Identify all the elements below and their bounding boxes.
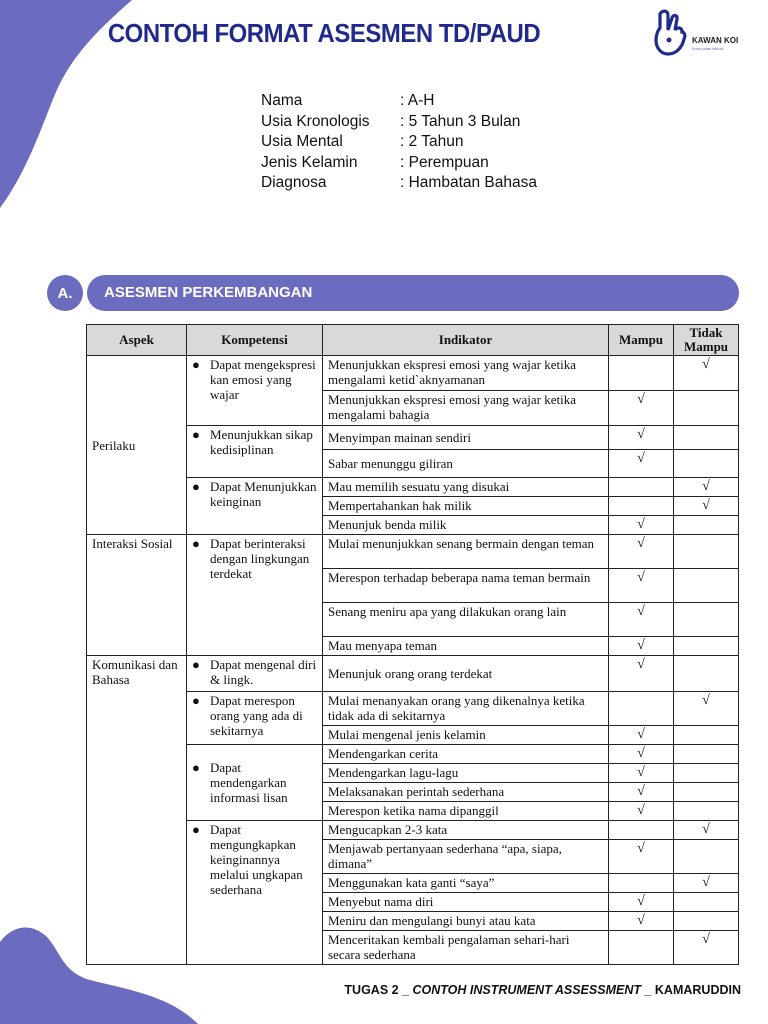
info-row — [261, 173, 537, 194]
mampu-check: √ — [609, 893, 674, 912]
page-title: CONTOH FORMAT ASESMEN TD/PAUD — [107, 18, 541, 48]
kompetensi-cell: ● Dapat berinteraksi dengan lingkungan terdekat — [187, 535, 323, 656]
indikator-cell: Mendengarkan cerita — [323, 745, 609, 764]
kompetensi-cell: ● Dapat mengenal diri & lingk. — [187, 656, 323, 692]
tidak-mampu-check — [674, 764, 739, 783]
indikator-cell: Menyebut nama diri — [323, 893, 609, 912]
tidak-mampu-check — [674, 637, 739, 656]
mampu-check: √ — [609, 516, 674, 535]
mampu-check: √ — [609, 450, 674, 478]
indikator-cell: Menjawab pertanyaan sederhana “apa, siapa, dimana” — [323, 840, 609, 874]
mampu-check — [609, 931, 674, 965]
tidak-mampu-check: √ — [674, 821, 739, 840]
tidak-mampu-check: √ — [674, 356, 739, 391]
mampu-check: √ — [609, 391, 674, 426]
footer-right: _ KAMARUDDIN — [641, 983, 741, 997]
tidak-mampu-check — [674, 840, 739, 874]
mampu-check: √ — [609, 603, 674, 637]
kompetensi-cell: ● Dapat mengungkapkan keinginannya melalui ungkapan sederhana — [187, 821, 323, 965]
mampu-check: √ — [609, 764, 674, 783]
mampu-check: √ — [609, 656, 674, 692]
student-info — [261, 91, 537, 194]
tidak-mampu-check — [674, 802, 739, 821]
logo-text: KAWAN KOI — [692, 36, 739, 45]
info-row — [261, 91, 537, 112]
mampu-check: √ — [609, 802, 674, 821]
info-value: : 2 Tahun — [400, 133, 464, 150]
info-row — [261, 112, 537, 133]
header-indikator: Indikator — [323, 325, 609, 356]
info-label: Usia Mental — [261, 133, 343, 150]
indikator-cell: Mempertahankan hak milik — [323, 497, 609, 516]
hand-logo-icon — [652, 8, 692, 60]
section-banner — [47, 275, 739, 311]
indikator-cell: Melaksanakan perintah sederhana — [323, 783, 609, 802]
tidak-mampu-check — [674, 745, 739, 764]
tidak-mampu-check — [674, 535, 739, 569]
indikator-cell: Mendengarkan lagu-lagu — [323, 764, 609, 783]
tidak-mampu-check — [674, 726, 739, 745]
info-label: Diagnosa — [261, 174, 327, 191]
info-value: : 5 Tahun 3 Bulan — [400, 112, 521, 130]
tidak-mampu-check — [674, 603, 739, 637]
footer-italic: CONTOH INSTRUMENT ASSESSMENT — [412, 983, 641, 997]
tidak-mampu-check — [674, 569, 739, 603]
kompetensi-cell: ● Menunjukkan sikap kedisiplinan — [187, 426, 323, 478]
indikator-cell: Mengucapkan 2-3 kata — [323, 821, 609, 840]
mampu-check: √ — [609, 569, 674, 603]
header-aspek: Aspek — [87, 325, 187, 356]
tidak-mampu-check: √ — [674, 692, 739, 726]
info-label: Usia Kronologis — [261, 112, 370, 130]
table-header-row — [87, 325, 739, 356]
section-title: ASESMEN PERKEMBANGAN — [104, 284, 313, 301]
indikator-cell: Merespon terhadap beberapa nama teman bermain — [323, 569, 609, 603]
info-row — [261, 153, 537, 174]
mampu-check: √ — [609, 637, 674, 656]
tidak-mampu-check — [674, 516, 739, 535]
mampu-check — [609, 692, 674, 726]
section-letter: A. — [47, 275, 83, 311]
page-footer — [344, 983, 741, 997]
mampu-check: √ — [609, 840, 674, 874]
header-tidak-mampu: Tidak Mampu — [674, 325, 739, 356]
aspek-cell: Perilaku — [87, 356, 187, 535]
mampu-check: √ — [609, 745, 674, 764]
mampu-check: √ — [609, 726, 674, 745]
tidak-mampu-check: √ — [674, 931, 739, 965]
info-value: : Perempuan — [400, 153, 489, 171]
indikator-cell: Menunjuk orang orang terdekat — [323, 656, 609, 692]
table-row — [87, 535, 739, 569]
footer-left: TUGAS 2 _ — [344, 983, 413, 997]
kompetensi-cell: ● Dapat Menunjukkan keinginan — [187, 478, 323, 535]
mampu-check: √ — [609, 426, 674, 450]
mampu-check — [609, 478, 674, 497]
kompetensi-cell: ● Dapat mendengarkan informasi lisan — [187, 745, 323, 821]
indikator-cell: Merespon ketika nama dipanggil — [323, 802, 609, 821]
tidak-mampu-check — [674, 783, 739, 802]
logo-subtext: Komunitas Inklusi — [692, 46, 724, 51]
kompetensi-cell: ● Dapat merespon orang yang ada di sekitarnya — [187, 692, 323, 745]
header-mampu: Mampu — [609, 325, 674, 356]
indikator-cell: Mulai menunjukkan senang bermain dengan teman — [323, 535, 609, 569]
indikator-cell: Mau memilih sesuatu yang disukai — [323, 478, 609, 497]
aspek-cell: Komunikasi dan Bahasa — [87, 656, 187, 965]
table-row — [87, 356, 739, 391]
tidak-mampu-check: √ — [674, 478, 739, 497]
kompetensi-cell: ● Dapat mengekspresi kan emosi yang wajar — [187, 356, 323, 426]
assessment-table — [86, 324, 739, 965]
mampu-check: √ — [609, 535, 674, 569]
indikator-cell: Mulai mengenal jenis kelamin — [323, 726, 609, 745]
indikator-cell: Menyimpan mainan sendiri — [323, 426, 609, 450]
tidak-mampu-check — [674, 656, 739, 692]
indikator-cell: Mulai menanyakan orang yang dikenalnya ketika tidak ada di sekitarnya — [323, 692, 609, 726]
info-label: Jenis Kelamin — [261, 153, 358, 171]
mampu-check: √ — [609, 783, 674, 802]
mampu-check — [609, 821, 674, 840]
header-kompetensi: Kompetensi — [187, 325, 323, 356]
aspek-cell: Interaksi Sosial — [87, 535, 187, 656]
tidak-mampu-check — [674, 391, 739, 426]
indikator-cell: Menceritakan kembali pengalaman sehari-hari secara sederhana — [323, 931, 609, 965]
mampu-check: √ — [609, 912, 674, 931]
tidak-mampu-check — [674, 426, 739, 450]
tidak-mampu-check — [674, 912, 739, 931]
indikator-cell: Mau menyapa teman — [323, 637, 609, 656]
indikator-cell: Senang meniru apa yang dilakukan orang lain — [323, 603, 609, 637]
tidak-mampu-check: √ — [674, 874, 739, 893]
info-row — [261, 132, 537, 153]
info-value: : A-H — [400, 92, 435, 109]
logo — [650, 8, 760, 60]
tidak-mampu-check — [674, 893, 739, 912]
indikator-cell: Menunjuk benda milik — [323, 516, 609, 535]
info-value: : Hambatan Bahasa — [400, 174, 538, 191]
indikator-cell: Sabar menunggu giliran — [323, 450, 609, 478]
indikator-cell: Menggunakan kata ganti “saya” — [323, 874, 609, 893]
table-row — [87, 656, 739, 692]
mampu-check — [609, 497, 674, 516]
tidak-mampu-check: √ — [674, 497, 739, 516]
mampu-check — [609, 874, 674, 893]
tidak-mampu-check — [674, 450, 739, 478]
indikator-cell: Menunjukkan ekspresi emosi yang wajar ketika mengalami bahagia — [323, 391, 609, 426]
info-label: Nama — [261, 92, 303, 109]
indikator-cell: Menunjukkan ekspresi emosi yang wajar ketika mengalami ketid`aknyamanan — [323, 356, 609, 391]
indikator-cell: Meniru dan mengulangi bunyi atau kata — [323, 912, 609, 931]
mampu-check — [609, 356, 674, 391]
